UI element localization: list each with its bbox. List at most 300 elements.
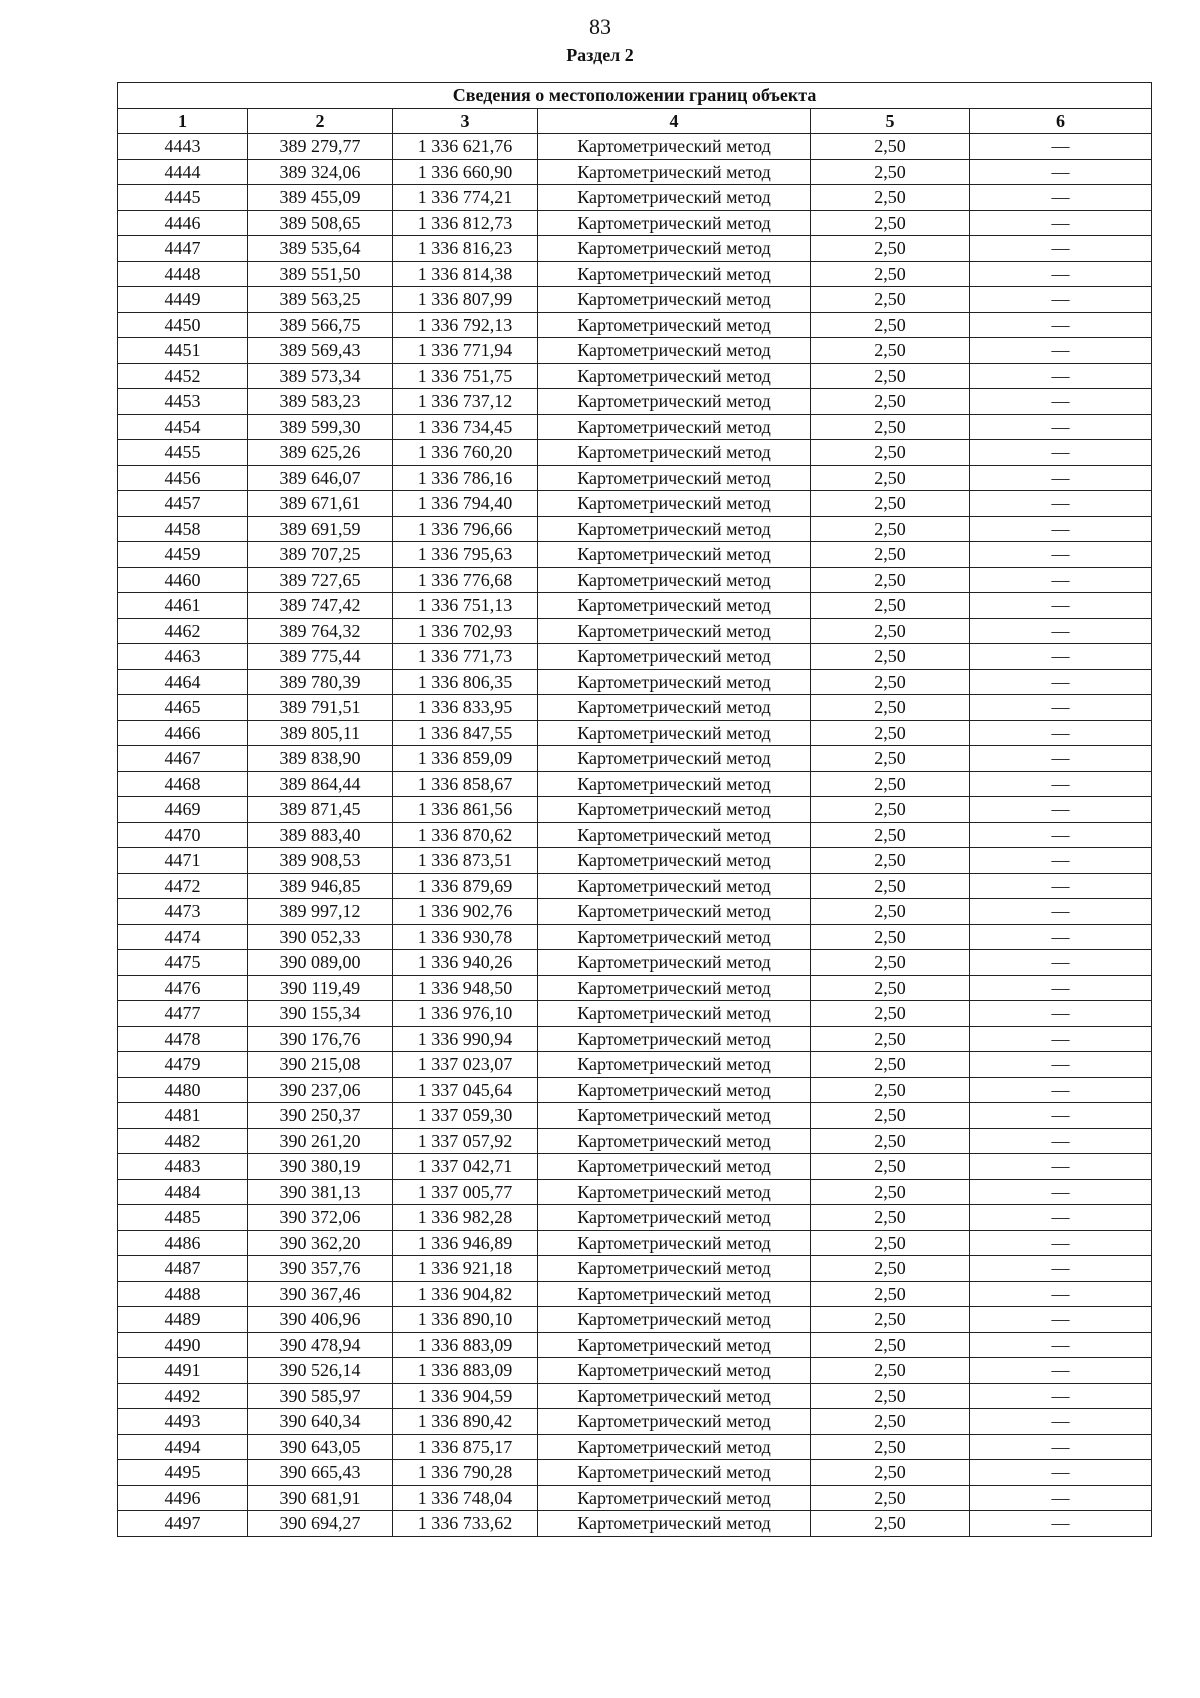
- cell-coordinate-x: 389 508,65: [248, 210, 393, 236]
- column-header-3: 3: [393, 108, 538, 134]
- table-row: [118, 185, 1152, 211]
- cell-method: Картометрический метод: [538, 567, 811, 593]
- cell-accuracy: 2,50: [811, 924, 970, 950]
- cell-accuracy: 2,50: [811, 644, 970, 670]
- cell-accuracy: 2,50: [811, 1281, 970, 1307]
- cell-point-number: 4451: [118, 338, 248, 364]
- cell-coordinate-x: 389 535,64: [248, 236, 393, 262]
- cell-point-number: 4444: [118, 159, 248, 185]
- cell-coordinate-y: 1 337 059,30: [393, 1103, 538, 1129]
- cell-point-number: 4464: [118, 669, 248, 695]
- cell-method: Картометрический метод: [538, 1103, 811, 1129]
- table-caption-row: [118, 83, 1152, 109]
- table-row: [118, 873, 1152, 899]
- cell-method: Картометрический метод: [538, 1332, 811, 1358]
- cell-coordinate-y: 1 336 621,76: [393, 134, 538, 160]
- table-row: [118, 261, 1152, 287]
- cell-accuracy: 2,50: [811, 1485, 970, 1511]
- cell-description: —: [970, 1460, 1152, 1486]
- table-row: [118, 822, 1152, 848]
- cell-coordinate-y: 1 336 833,95: [393, 695, 538, 721]
- table-row: [118, 465, 1152, 491]
- cell-accuracy: 2,50: [811, 134, 970, 160]
- cell-coordinate-y: 1 336 858,67: [393, 771, 538, 797]
- column-header-2: 2: [248, 108, 393, 134]
- cell-description: —: [970, 593, 1152, 619]
- cell-method: Картометрический метод: [538, 1154, 811, 1180]
- cell-accuracy: 2,50: [811, 338, 970, 364]
- cell-method: Картометрический метод: [538, 1460, 811, 1486]
- cell-point-number: 4458: [118, 516, 248, 542]
- cell-point-number: 4460: [118, 567, 248, 593]
- table-row: [118, 567, 1152, 593]
- cell-coordinate-x: 390 362,20: [248, 1230, 393, 1256]
- cell-point-number: 4482: [118, 1128, 248, 1154]
- cell-method: Картометрический метод: [538, 1052, 811, 1078]
- cell-coordinate-x: 389 883,40: [248, 822, 393, 848]
- table-row: [118, 210, 1152, 236]
- table-row: [118, 159, 1152, 185]
- table-row: [118, 1154, 1152, 1180]
- cell-description: —: [970, 924, 1152, 950]
- table-row: [118, 1001, 1152, 1027]
- cell-accuracy: 2,50: [811, 1026, 970, 1052]
- cell-point-number: 4466: [118, 720, 248, 746]
- cell-description: —: [970, 542, 1152, 568]
- cell-description: —: [970, 185, 1152, 211]
- cell-coordinate-x: 390 237,06: [248, 1077, 393, 1103]
- cell-description: —: [970, 1281, 1152, 1307]
- cell-method: Картометрический метод: [538, 1434, 811, 1460]
- cell-coordinate-x: 389 791,51: [248, 695, 393, 721]
- cell-point-number: 4450: [118, 312, 248, 338]
- table-row: [118, 363, 1152, 389]
- cell-method: Картометрический метод: [538, 1230, 811, 1256]
- cell-description: —: [970, 1256, 1152, 1282]
- table-row: [118, 1077, 1152, 1103]
- cell-coordinate-y: 1 336 946,89: [393, 1230, 538, 1256]
- cell-coordinate-x: 390 381,13: [248, 1179, 393, 1205]
- cell-coordinate-x: 389 324,06: [248, 159, 393, 185]
- cell-method: Картометрический метод: [538, 1383, 811, 1409]
- cell-method: Картометрический метод: [538, 848, 811, 874]
- cell-description: —: [970, 491, 1152, 517]
- cell-coordinate-x: 390 665,43: [248, 1460, 393, 1486]
- cell-description: —: [970, 440, 1152, 466]
- cell-coordinate-x: 390 526,14: [248, 1358, 393, 1384]
- cell-coordinate-x: 389 691,59: [248, 516, 393, 542]
- cell-point-number: 4469: [118, 797, 248, 823]
- cell-accuracy: 2,50: [811, 797, 970, 823]
- cell-coordinate-y: 1 336 904,59: [393, 1383, 538, 1409]
- cell-description: —: [970, 873, 1152, 899]
- cell-method: Картометрический метод: [538, 338, 811, 364]
- cell-point-number: 4495: [118, 1460, 248, 1486]
- table-row: [118, 1026, 1152, 1052]
- column-header-4: 4: [538, 108, 811, 134]
- cell-point-number: 4478: [118, 1026, 248, 1052]
- column-header-6: 6: [970, 108, 1152, 134]
- cell-method: Картометрический метод: [538, 695, 811, 721]
- cell-method: Картометрический метод: [538, 363, 811, 389]
- cell-accuracy: 2,50: [811, 669, 970, 695]
- table-row: [118, 746, 1152, 772]
- cell-accuracy: 2,50: [811, 236, 970, 262]
- cell-description: —: [970, 669, 1152, 695]
- cell-point-number: 4474: [118, 924, 248, 950]
- cell-point-number: 4446: [118, 210, 248, 236]
- table-row: [118, 720, 1152, 746]
- cell-description: —: [970, 159, 1152, 185]
- cell-method: Картометрический метод: [538, 210, 811, 236]
- cell-coordinate-x: 389 838,90: [248, 746, 393, 772]
- table-row: [118, 618, 1152, 644]
- cell-point-number: 4461: [118, 593, 248, 619]
- cell-point-number: 4476: [118, 975, 248, 1001]
- cell-method: Картометрический метод: [538, 516, 811, 542]
- column-header-5: 5: [811, 108, 970, 134]
- cell-accuracy: 2,50: [811, 1409, 970, 1435]
- cell-coordinate-x: 389 997,12: [248, 899, 393, 925]
- cell-coordinate-x: 390 406,96: [248, 1307, 393, 1333]
- cell-coordinate-x: 390 250,37: [248, 1103, 393, 1129]
- cell-coordinate-y: 1 336 904,82: [393, 1281, 538, 1307]
- cell-coordinate-x: 389 625,26: [248, 440, 393, 466]
- cell-coordinate-y: 1 336 812,73: [393, 210, 538, 236]
- section-title: Раздел 2: [566, 45, 634, 65]
- cell-coordinate-y: 1 336 873,51: [393, 848, 538, 874]
- cell-coordinate-y: 1 336 733,62: [393, 1511, 538, 1537]
- cell-coordinate-x: 390 681,91: [248, 1485, 393, 1511]
- cell-coordinate-x: 389 599,30: [248, 414, 393, 440]
- cell-coordinate-x: 390 155,34: [248, 1001, 393, 1027]
- cell-accuracy: 2,50: [811, 567, 970, 593]
- cell-coordinate-y: 1 336 940,26: [393, 950, 538, 976]
- cell-accuracy: 2,50: [811, 975, 970, 1001]
- cell-accuracy: 2,50: [811, 1383, 970, 1409]
- cell-description: —: [970, 338, 1152, 364]
- cell-coordinate-y: 1 336 879,69: [393, 873, 538, 899]
- cell-accuracy: 2,50: [811, 1179, 970, 1205]
- cell-method: Картометрический метод: [538, 669, 811, 695]
- cell-description: —: [970, 210, 1152, 236]
- cell-coordinate-y: 1 336 751,75: [393, 363, 538, 389]
- cell-coordinate-y: 1 336 976,10: [393, 1001, 538, 1027]
- cell-point-number: 4472: [118, 873, 248, 899]
- cell-description: —: [970, 1001, 1152, 1027]
- cell-point-number: 4477: [118, 1001, 248, 1027]
- table-header-row: [118, 108, 1152, 134]
- cell-coordinate-y: 1 336 890,10: [393, 1307, 538, 1333]
- cell-coordinate-x: 390 694,27: [248, 1511, 393, 1537]
- cell-method: Картометрический метод: [538, 975, 811, 1001]
- cell-point-number: 4481: [118, 1103, 248, 1129]
- cell-coordinate-y: 1 336 792,13: [393, 312, 538, 338]
- cell-method: Картометрический метод: [538, 261, 811, 287]
- cell-method: Картометрический метод: [538, 899, 811, 925]
- cell-method: Картометрический метод: [538, 312, 811, 338]
- cell-point-number: 4473: [118, 899, 248, 925]
- cell-coordinate-y: 1 337 057,92: [393, 1128, 538, 1154]
- cell-coordinate-x: 389 864,44: [248, 771, 393, 797]
- cell-coordinate-x: 390 357,76: [248, 1256, 393, 1282]
- cell-point-number: 4467: [118, 746, 248, 772]
- table-row: [118, 1128, 1152, 1154]
- cell-description: —: [970, 1358, 1152, 1384]
- cell-description: —: [970, 389, 1152, 415]
- cell-point-number: 4462: [118, 618, 248, 644]
- cell-coordinate-y: 1 336 794,40: [393, 491, 538, 517]
- table-row: [118, 1460, 1152, 1486]
- cell-method: Картометрический метод: [538, 1179, 811, 1205]
- cell-description: —: [970, 236, 1152, 262]
- cell-coordinate-y: 1 337 005,77: [393, 1179, 538, 1205]
- cell-method: Картометрический метод: [538, 1409, 811, 1435]
- table-row: [118, 516, 1152, 542]
- cell-accuracy: 2,50: [811, 261, 970, 287]
- table-row: [118, 414, 1152, 440]
- cell-accuracy: 2,50: [811, 593, 970, 619]
- cell-method: Картометрический метод: [538, 644, 811, 670]
- cell-accuracy: 2,50: [811, 848, 970, 874]
- cell-coordinate-y: 1 337 045,64: [393, 1077, 538, 1103]
- cell-method: Картометрический метод: [538, 1511, 811, 1537]
- cell-point-number: 4475: [118, 950, 248, 976]
- cell-point-number: 4465: [118, 695, 248, 721]
- cell-description: —: [970, 848, 1152, 874]
- table-row: [118, 1332, 1152, 1358]
- cell-accuracy: 2,50: [811, 695, 970, 721]
- cell-coordinate-x: 390 215,08: [248, 1052, 393, 1078]
- cell-coordinate-x: 390 380,19: [248, 1154, 393, 1180]
- cell-point-number: 4490: [118, 1332, 248, 1358]
- cell-point-number: 4483: [118, 1154, 248, 1180]
- cell-coordinate-y: 1 336 737,12: [393, 389, 538, 415]
- cell-method: Картометрический метод: [538, 389, 811, 415]
- table-row: [118, 491, 1152, 517]
- cell-accuracy: 2,50: [811, 1511, 970, 1537]
- cell-coordinate-y: 1 336 795,63: [393, 542, 538, 568]
- table-row: [118, 440, 1152, 466]
- cell-point-number: 4489: [118, 1307, 248, 1333]
- cell-description: —: [970, 975, 1152, 1001]
- cell-coordinate-x: 389 908,53: [248, 848, 393, 874]
- cell-method: Картометрический метод: [538, 593, 811, 619]
- table-row: [118, 1179, 1152, 1205]
- cell-coordinate-x: 389 455,09: [248, 185, 393, 211]
- cell-point-number: 4491: [118, 1358, 248, 1384]
- cell-coordinate-y: 1 336 771,94: [393, 338, 538, 364]
- table-row: [118, 1358, 1152, 1384]
- cell-coordinate-y: 1 336 807,99: [393, 287, 538, 313]
- cell-method: Картометрический метод: [538, 414, 811, 440]
- cell-coordinate-x: 390 261,20: [248, 1128, 393, 1154]
- cell-accuracy: 2,50: [811, 1154, 970, 1180]
- cell-coordinate-x: 390 052,33: [248, 924, 393, 950]
- cell-accuracy: 2,50: [811, 899, 970, 925]
- cell-description: —: [970, 1307, 1152, 1333]
- cell-description: —: [970, 644, 1152, 670]
- cell-point-number: 4486: [118, 1230, 248, 1256]
- cell-accuracy: 2,50: [811, 822, 970, 848]
- table-head: [118, 83, 1152, 134]
- table-row: [118, 695, 1152, 721]
- cell-description: —: [970, 1409, 1152, 1435]
- cell-accuracy: 2,50: [811, 1052, 970, 1078]
- cell-method: Картометрический метод: [538, 1358, 811, 1384]
- cell-description: —: [970, 1511, 1152, 1537]
- cell-accuracy: 2,50: [811, 389, 970, 415]
- cell-accuracy: 2,50: [811, 1103, 970, 1129]
- cell-description: —: [970, 1179, 1152, 1205]
- cell-description: —: [970, 1026, 1152, 1052]
- cell-accuracy: 2,50: [811, 1001, 970, 1027]
- cell-coordinate-y: 1 336 774,21: [393, 185, 538, 211]
- cell-method: Картометрический метод: [538, 236, 811, 262]
- cell-coordinate-x: 390 367,46: [248, 1281, 393, 1307]
- cell-accuracy: 2,50: [811, 159, 970, 185]
- cell-coordinate-x: 390 643,05: [248, 1434, 393, 1460]
- cell-description: —: [970, 1052, 1152, 1078]
- cell-accuracy: 2,50: [811, 1205, 970, 1231]
- cell-coordinate-y: 1 336 902,76: [393, 899, 538, 925]
- cell-coordinate-y: 1 336 990,94: [393, 1026, 538, 1052]
- table-row: [118, 1307, 1152, 1333]
- cell-accuracy: 2,50: [811, 1077, 970, 1103]
- cell-description: —: [970, 1434, 1152, 1460]
- table-row: [118, 924, 1152, 950]
- cell-accuracy: 2,50: [811, 1230, 970, 1256]
- cell-coordinate-x: 389 583,23: [248, 389, 393, 415]
- cell-coordinate-x: 390 119,49: [248, 975, 393, 1001]
- cell-method: Картометрический метод: [538, 185, 811, 211]
- cell-method: Картометрический метод: [538, 1026, 811, 1052]
- table-row: [118, 338, 1152, 364]
- cell-coordinate-y: 1 336 814,38: [393, 261, 538, 287]
- table-row: [118, 1434, 1152, 1460]
- table-row: [118, 669, 1152, 695]
- cell-coordinate-y: 1 336 751,13: [393, 593, 538, 619]
- cell-description: —: [970, 1205, 1152, 1231]
- cell-accuracy: 2,50: [811, 1332, 970, 1358]
- cell-accuracy: 2,50: [811, 491, 970, 517]
- cell-coordinate-y: 1 336 806,35: [393, 669, 538, 695]
- cell-coordinate-y: 1 336 875,17: [393, 1434, 538, 1460]
- cell-coordinate-x: 389 569,43: [248, 338, 393, 364]
- cell-accuracy: 2,50: [811, 210, 970, 236]
- cell-coordinate-x: 389 805,11: [248, 720, 393, 746]
- cell-coordinate-y: 1 336 847,55: [393, 720, 538, 746]
- cell-accuracy: 2,50: [811, 1256, 970, 1282]
- cell-accuracy: 2,50: [811, 516, 970, 542]
- table-row: [118, 542, 1152, 568]
- cell-coordinate-y: 1 336 982,28: [393, 1205, 538, 1231]
- table-row: [118, 950, 1152, 976]
- cell-point-number: 4497: [118, 1511, 248, 1537]
- cell-coordinate-x: 389 551,50: [248, 261, 393, 287]
- cell-description: —: [970, 822, 1152, 848]
- cell-description: —: [970, 720, 1152, 746]
- cell-coordinate-x: 390 478,94: [248, 1332, 393, 1358]
- cell-accuracy: 2,50: [811, 287, 970, 313]
- table-row: [118, 1256, 1152, 1282]
- table-row: [118, 134, 1152, 160]
- table-row: [118, 389, 1152, 415]
- cell-coordinate-y: 1 336 790,28: [393, 1460, 538, 1486]
- cell-accuracy: 2,50: [811, 873, 970, 899]
- table-row: [118, 1485, 1152, 1511]
- cell-coordinate-y: 1 336 760,20: [393, 440, 538, 466]
- cell-coordinate-y: 1 337 023,07: [393, 1052, 538, 1078]
- cell-accuracy: 2,50: [811, 1128, 970, 1154]
- cell-method: Картометрический метод: [538, 465, 811, 491]
- cell-coordinate-x: 389 566,75: [248, 312, 393, 338]
- cell-accuracy: 2,50: [811, 185, 970, 211]
- cell-coordinate-x: 389 671,61: [248, 491, 393, 517]
- cell-method: Картометрический метод: [538, 1281, 811, 1307]
- cell-coordinate-x: 390 372,06: [248, 1205, 393, 1231]
- cell-coordinate-x: 389 747,42: [248, 593, 393, 619]
- table-row: [118, 848, 1152, 874]
- cell-point-number: 4493: [118, 1409, 248, 1435]
- cell-description: —: [970, 695, 1152, 721]
- cell-method: Картометрический метод: [538, 822, 811, 848]
- table-row: [118, 1511, 1152, 1537]
- cell-accuracy: 2,50: [811, 440, 970, 466]
- cell-coordinate-y: 1 336 859,09: [393, 746, 538, 772]
- cell-accuracy: 2,50: [811, 1358, 970, 1384]
- cell-description: —: [970, 312, 1152, 338]
- cell-coordinate-y: 1 336 776,68: [393, 567, 538, 593]
- cell-description: —: [970, 1154, 1152, 1180]
- cell-point-number: 4488: [118, 1281, 248, 1307]
- cell-coordinate-x: 389 764,32: [248, 618, 393, 644]
- cell-coordinate-x: 389 707,25: [248, 542, 393, 568]
- cell-point-number: 4494: [118, 1434, 248, 1460]
- cell-point-number: 4492: [118, 1383, 248, 1409]
- cell-accuracy: 2,50: [811, 1460, 970, 1486]
- cell-accuracy: 2,50: [811, 950, 970, 976]
- cell-coordinate-y: 1 336 748,04: [393, 1485, 538, 1511]
- cell-description: —: [970, 134, 1152, 160]
- cell-point-number: 4479: [118, 1052, 248, 1078]
- cell-method: Картометрический метод: [538, 924, 811, 950]
- cell-coordinate-y: 1 336 816,23: [393, 236, 538, 262]
- cell-coordinate-y: 1 336 870,62: [393, 822, 538, 848]
- cell-point-number: 4463: [118, 644, 248, 670]
- cell-coordinate-y: 1 336 734,45: [393, 414, 538, 440]
- cell-point-number: 4470: [118, 822, 248, 848]
- column-header-1: 1: [118, 108, 248, 134]
- cell-point-number: 4459: [118, 542, 248, 568]
- cell-accuracy: 2,50: [811, 542, 970, 568]
- cell-method: Картометрический метод: [538, 159, 811, 185]
- cell-method: Картометрический метод: [538, 618, 811, 644]
- cell-coordinate-x: 389 573,34: [248, 363, 393, 389]
- cell-accuracy: 2,50: [811, 746, 970, 772]
- page-number: 83: [589, 14, 611, 39]
- cell-coordinate-y: 1 336 883,09: [393, 1358, 538, 1384]
- cell-coordinate-y: 1 336 948,50: [393, 975, 538, 1001]
- cell-method: Картометрический метод: [538, 950, 811, 976]
- table-row: [118, 975, 1152, 1001]
- cell-description: —: [970, 414, 1152, 440]
- cell-description: —: [970, 771, 1152, 797]
- cell-accuracy: 2,50: [811, 771, 970, 797]
- cell-point-number: 4447: [118, 236, 248, 262]
- cell-accuracy: 2,50: [811, 312, 970, 338]
- cell-coordinate-y: 1 336 890,42: [393, 1409, 538, 1435]
